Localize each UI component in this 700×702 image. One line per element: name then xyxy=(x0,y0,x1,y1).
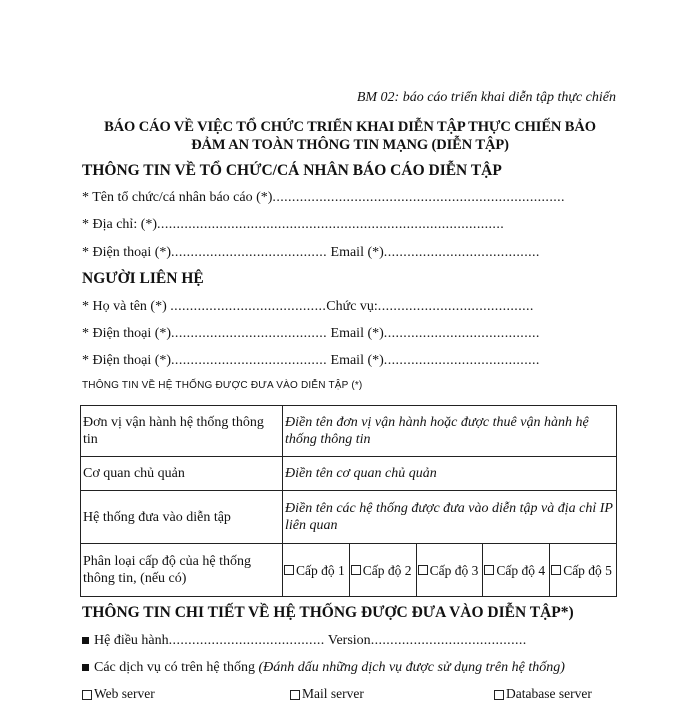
contact-phone1-field[interactable]: ........................................ xyxy=(171,326,328,341)
row-value[interactable]: Điền tên cơ quan chủ quản xyxy=(283,457,617,491)
services-label: Các dịch vụ có trên hệ thống xyxy=(94,660,259,675)
os-field[interactable]: ........................................ xyxy=(168,633,325,648)
checkbox-icon[interactable] xyxy=(484,565,494,575)
level-label-3: Cấp độ 3 xyxy=(429,562,479,578)
row-label: Cơ quan chủ quản xyxy=(81,457,283,491)
contact-name-field[interactable]: ........................................ xyxy=(170,299,327,314)
form-code: BM 02: báo cáo triển khai diễn tập thực chiến xyxy=(356,90,616,105)
table-row xyxy=(81,406,617,457)
contact-name-label: * Họ và tên (*) xyxy=(82,299,171,314)
checkbox-icon[interactable] xyxy=(418,565,428,575)
contact-phone1-line xyxy=(82,326,540,342)
level-option-3[interactable] xyxy=(416,544,483,596)
service-label: Web server xyxy=(94,686,155,701)
row-label: Đơn vị vận hành hệ thống thông tin xyxy=(81,406,283,457)
version-field[interactable]: ........................................ xyxy=(370,633,527,648)
table-row xyxy=(81,491,617,544)
org-address-label: * Địa chỉ: (*) xyxy=(82,217,158,232)
contact-phone2-line xyxy=(82,353,540,369)
title-line-1: BÁO CÁO VỀ VIỆC TỔ CHỨC TRIỂN KHAI DIỄN TẬP THỰC CHIẾN BẢO xyxy=(104,119,596,135)
service-label: Mail server xyxy=(302,686,364,701)
level-label-5: Cấp độ 5 xyxy=(563,562,612,578)
level-option-4[interactable] xyxy=(482,544,549,596)
org-phone-field[interactable]: ........................................ xyxy=(171,245,328,260)
org-address-field[interactable]: ......................................................................................... xyxy=(157,217,505,232)
bullet-icon xyxy=(82,637,89,644)
contact-email2-label: Email (*) xyxy=(330,353,384,368)
level-label: Phân loại cấp độ của hệ thống thông tin, (nếu có) xyxy=(81,544,283,597)
table-row xyxy=(81,457,617,491)
org-name-field[interactable]: ........................................................................... xyxy=(272,190,565,205)
contact-position-field[interactable]: ........................................ xyxy=(377,299,534,314)
level-option-1[interactable] xyxy=(283,544,349,596)
section-system-heading: THÔNG TIN VỀ HỆ THỐNG ĐƯỢC ĐƯA VÀO DIỄN TẬP (*) xyxy=(82,380,363,391)
system-info-table xyxy=(80,405,617,597)
contact-position-label: Chức vụ: xyxy=(326,299,378,314)
document-title xyxy=(80,118,620,154)
checkbox-icon[interactable] xyxy=(494,690,504,700)
org-address-line xyxy=(82,217,504,233)
checkbox-icon[interactable] xyxy=(551,565,561,575)
contact-phone2-label: * Điện thoại (*) xyxy=(82,353,172,368)
contact-email2-field[interactable]: ........................................ xyxy=(383,353,540,368)
org-phone-line xyxy=(82,245,540,261)
os-line xyxy=(82,633,527,649)
services-note: (Đánh dấu những dịch vụ được sử dụng trên hệ thống) xyxy=(258,660,565,675)
bullet-icon xyxy=(82,664,89,671)
org-phone-label: * Điện thoại (*) xyxy=(82,245,172,260)
os-label: Hệ điều hành xyxy=(94,633,169,648)
section-detail-heading: THÔNG TIN CHI TIẾT VỀ HỆ THỐNG ĐƯỢC ĐƯA VÀO DIỄN TẬP*) xyxy=(82,604,574,621)
contact-email1-field[interactable]: ........................................ xyxy=(383,326,540,341)
checkbox-icon[interactable] xyxy=(284,565,294,575)
section-org-heading: THÔNG TIN VỀ TỔ CHỨC/CÁ NHÂN BÁO CÁO DIỄN TẬP xyxy=(82,162,502,179)
level-label-4: Cấp độ 4 xyxy=(496,562,546,578)
contact-email1-label: Email (*) xyxy=(330,326,384,341)
level-option-2[interactable] xyxy=(349,544,416,596)
contact-phone2-field[interactable]: ........................................ xyxy=(171,353,328,368)
org-name-line xyxy=(82,190,565,206)
contact-name-line xyxy=(82,299,534,315)
level-option-5[interactable] xyxy=(549,544,616,596)
title-line-2: ĐẢM AN TOÀN THÔNG TIN MẠNG (DIỄN TẬP) xyxy=(191,137,509,153)
contact-phone1-label: * Điện thoại (*) xyxy=(82,326,172,341)
checkbox-icon[interactable] xyxy=(290,690,300,700)
row-value[interactable]: Điền tên các hệ thống được đưa vào diễn tập và địa chỉ IP liên quan xyxy=(283,491,617,544)
checkbox-icon[interactable] xyxy=(82,690,92,700)
row-label: Hệ thống đưa vào diễn tập xyxy=(81,491,283,544)
org-email-label: Email (*) xyxy=(330,245,384,260)
org-email-field[interactable]: ........................................ xyxy=(383,245,540,260)
level-label-2: Cấp độ 2 xyxy=(362,562,412,578)
org-name-label: * Tên tổ chức/cá nhân báo cáo (*) xyxy=(82,190,273,205)
version-label: Version xyxy=(327,633,371,648)
table-row xyxy=(81,544,617,597)
service-label: Database server xyxy=(506,686,592,701)
services-line xyxy=(82,660,565,676)
row-value[interactable]: Điền tên đơn vị vận hành hoặc được thuê vận hành hệ thống thông tin xyxy=(283,406,617,457)
checkbox-icon[interactable] xyxy=(351,565,361,575)
level-options xyxy=(283,544,617,597)
section-contact-heading: NGƯỜI LIÊN HỆ xyxy=(82,270,204,287)
level-label-1: Cấp độ 1 xyxy=(296,562,345,578)
